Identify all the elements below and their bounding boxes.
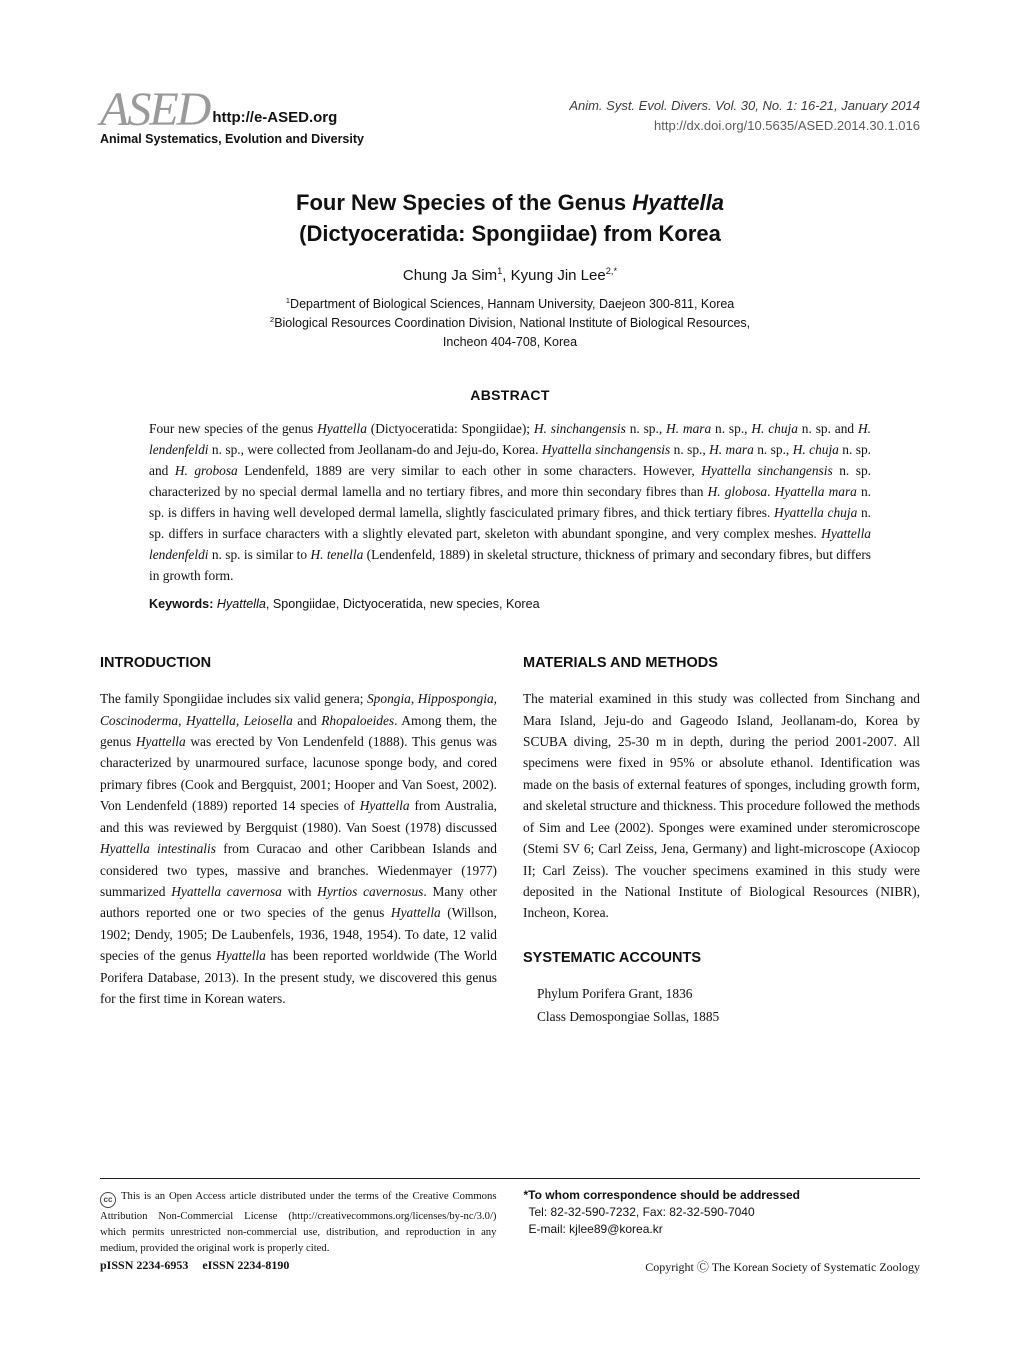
- article-title: Four New Species of the Genus Hyattella (Dictyoceratida: Spongiidae) from Korea: [296, 190, 724, 246]
- page-footer: [100, 1178, 920, 1256]
- section-systematic-heading: SYSTEMATIC ACCOUNTS: [523, 949, 702, 966]
- materials-text: The material examined in this study was collected from Sinchang and Mara Island, Jeju-do and Gageodo Island, Jeollanam-do, Korea by SCUBA diving, 25-30 m in depth, during the period 2001-2007. All specimens were fixed in 95% or absolute ethanol. Identification was made on the basis of external features of sponges, including growth form, and skeletal structure and thickness. This procedure followed the methods of Sim and Lee (2002). Sponges were examined under steromicroscope (Stemi SV 6; Carl Zeiss, Jena, Germany) and light-microscope (Axiocop II; Carl Zeiss). The voucher specimens examined in this study were deposited in the National Institute of Biological Resources (NIBR), Incheon, Korea.: [523, 691, 920, 921]
- doi-link: http://dx.doi.org/10.5635/ASED.2014.30.1.016: [654, 118, 920, 133]
- creative-commons-icon: cc: [100, 1192, 116, 1208]
- affiliations: $^1$Department of Biological Sciences, Hannam University, Daejeon 300-811, Korea $^2$Biological Resources Coordination Division, National Institute of Biological Resources, Incheon 404-708, Korea: [269, 295, 751, 350]
- correspondence-title: *To whom correspondence should be addressed: [523, 1188, 800, 1202]
- authors-line: Chung Ja Sim$^1$, Kyung Jin Lee$^{2,*}$: [402, 265, 618, 284]
- left-column: [100, 655, 497, 1028]
- journal-citation: Anim. Syst. Evol. Divers. Vol. 30, No. 1: 16-21, January 2014: [569, 98, 920, 113]
- open-access-note: [100, 1188, 497, 1256]
- open-access-text: This is an Open Access article distributed under the terms of the Creative Commons Attribution Non-Commercial License (http://creativecommons.org/licenses/by-nc/3.0/) which permits unrestricted non-commercial use, distribution, and reproduction in any medium, provided the original work is properly cited.: [100, 1190, 497, 1255]
- right-column: [523, 655, 920, 1028]
- body-columns: [100, 655, 920, 1028]
- systematic-line-class: Class Demospongiae Sollas, 1885: [537, 1008, 720, 1024]
- journal-logo-block: [100, 83, 364, 146]
- correspondence-note: [524, 1188, 921, 1256]
- section-introduction-heading: INTRODUCTION: [100, 655, 212, 672]
- section-materials-heading: MATERIALS AND METHODS: [523, 655, 718, 672]
- ased-logo: ASED: [100, 83, 210, 136]
- correspondence-tel-fax: Tel: 82-32-590-7232, Fax: 82-32-590-7040: [528, 1205, 755, 1219]
- copyright-icon: Ⓒ: [696, 1260, 709, 1274]
- keywords-line: Keywords: Hyattella, Spongiidae, Dictyoceratida, new species, Korea: [149, 597, 540, 612]
- page-header: [100, 83, 920, 146]
- correspondence-email: E-mail: kjlee89@korea.kr: [528, 1222, 663, 1236]
- journal-logo-subtitle: Animal Systematics, Evolution and Diversity: [100, 132, 364, 146]
- introduction-text: The family Spongiidae includes six valid genera; Spongia, Hippospongia, Coscinoderma, Hyattella, Leiosella and Rhopaloeides. Among them, the genus Hyattella was erected by Von Lendenfeld (1888). This genus was characterized by unarmoured surface, lacunose sponge body, and cored primary fibres (Cook and Bergquist, 2001; Hooper and Van Soest, 2002). Von Lendenfeld (1889) reported 14 species of Hyattella from Australia, and this was reviewed by Bergquist (1980). Van Soest (1978) discussed Hyattella intestinalis from Curacao and other Caribbean Islands and considered two types, massive and branches. Wiedenmayer (1977) summarized Hyattella cavernosa with Hyrtios cavernosus. Many other authors reported one or two species of the genus Hyattella (Willson, 1902; Dendy, 1905; De Laubenfels, 1936, 1948, 1954). To date, 12 valid species of the genus Hyattella has been reported worldwide (The World Porifera Database, 2013). In the present study, we discovered this genus for the first time in Korean waters.: [100, 691, 498, 1007]
- abstract-heading: ABSTRACT: [470, 386, 550, 403]
- bottom-line: [100, 1258, 920, 1275]
- issn-line: [100, 1258, 289, 1275]
- copyright-line: [645, 1258, 920, 1275]
- eissn: eISSN 2234-8190: [202, 1258, 290, 1272]
- systematic-line-phylum: Phylum Porifera Grant, 1836: [537, 985, 693, 1001]
- journal-url: http://e-ASED.org: [212, 109, 338, 126]
- journal-citation-block: [569, 90, 920, 133]
- pissn: pISSN 2234-6953: [100, 1258, 189, 1272]
- copyright-text: Copyright: [645, 1260, 694, 1274]
- abstract-text: Four new species of the genus Hyattella (Dictyoceratida: Spongiidae); H. sinchangensis n. sp., H. mara n. sp., H. chuja n. sp. and H. lendenfeldi n. sp., were collected from Jeollanam-do and Jeju-do, Korea. Hyattella sinchangensis n. sp., H. mara n. sp., H. chuja n. sp. and H. grobosa Lendenfeld, 1889 are very similar to each other in some characters. However, Hyattella sinchangensis n. sp. characterized by no special dermal lamella and no tertiary fibres, and more thin secondary fibres than H. globosa. Hyattella mara n. sp. is differs in having well developed dermal lamella, slightly fasciculated primary fibres, and thick tertiary fibres. Hyattella chuja n. sp. differs in surface characters with a slightly elevated part, skeleton with abundant spongine, and very complex meshes. Hyattella lendenfeldi n. sp. is similar to H. tenella (Lendenfeld, 1889) in skeletal structure, thickness of primary and secondary fibres, but differs in growth form.: [149, 420, 872, 584]
- copyright-holder: The Korean Society of Systematic Zoology: [711, 1260, 920, 1274]
